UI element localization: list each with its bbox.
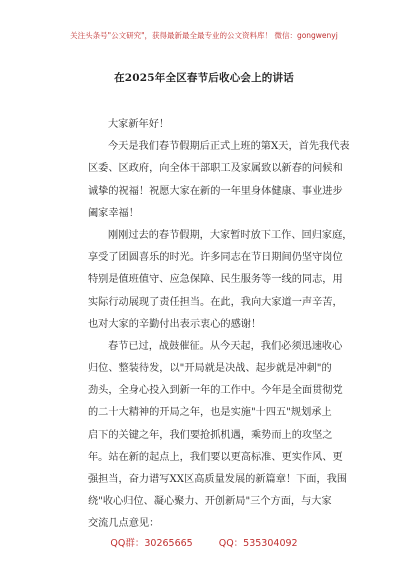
greeting: 大家新年好！ xyxy=(108,119,170,130)
document-title: 在2025年全区春节后收心会上的讲话 xyxy=(114,72,294,84)
paragraph-line: 特别是值班值守、应急保障、民生服务等一线的同志，用 xyxy=(88,274,343,286)
paragraph-line: 启下的关键之年，我们要抢抓机遇，乘势而上的攻坚之 xyxy=(88,429,333,441)
paragraph-line: 今天是我们春节假期后正式上班的第X天，首先我代表 xyxy=(108,141,350,153)
paragraph-line: 交流几点意见： xyxy=(88,518,160,530)
promo-banner: 关注头条号"公文研究"，获得最新最全最专业的公文资料库！ 微信：gongwenyj xyxy=(70,31,338,40)
qq-group-number: QQ群：30265665 xyxy=(110,538,193,549)
paragraph-line: 诚挚的祝福！祝愿大家在新的一年里身体健康、事业进步 xyxy=(88,185,343,197)
paragraph-line: 劲头，全身心投入到新一年的工作中。今年是全面贯彻党 xyxy=(88,385,343,397)
qq-number: QQ：535304092 xyxy=(218,538,298,549)
paragraph-line: 年。站在新的起点上，我们要以更高标准、更实作风、更 xyxy=(88,451,343,463)
paragraph-line: 阖家幸福！ xyxy=(88,207,139,219)
paragraph-line: 强担当，奋力谱写XX区高质量发展的新篇章！下面，我围 xyxy=(88,474,348,485)
paragraph-line: 春节已过，战鼓催征。从今天起，我们必须迅速收心 xyxy=(108,340,343,352)
paragraph-line: 的二十大精神的开局之年，也是实施"十四五"规划承上 xyxy=(88,407,332,419)
footer-contact xyxy=(0,535,408,549)
paragraph-line: 刚刚过去的春节假期，大家暂时放下工作、回归家庭， xyxy=(108,229,353,241)
document-body xyxy=(88,114,353,536)
paragraph-line: 实际行动展现了责任担当。在此，我向大家道一声辛苦， xyxy=(88,296,343,308)
paragraph-line: 归位、整装待发，以"开局就是决战、起步就是冲刺"的 xyxy=(88,363,332,375)
paragraph-line: 也对大家的辛勤付出表示衷心的感谢！ xyxy=(88,318,262,330)
paragraph-line: 区委、区政府，向全体干部职工及家属致以新春的问候和 xyxy=(88,163,343,175)
paragraph-line: 享受了团圆喜乐的时光。许多同志在节日期间仍坚守岗位 xyxy=(88,252,343,264)
paragraph-line: 绕"收心归位、凝心聚力、开创新局"三个方面，与大家 xyxy=(88,496,332,508)
